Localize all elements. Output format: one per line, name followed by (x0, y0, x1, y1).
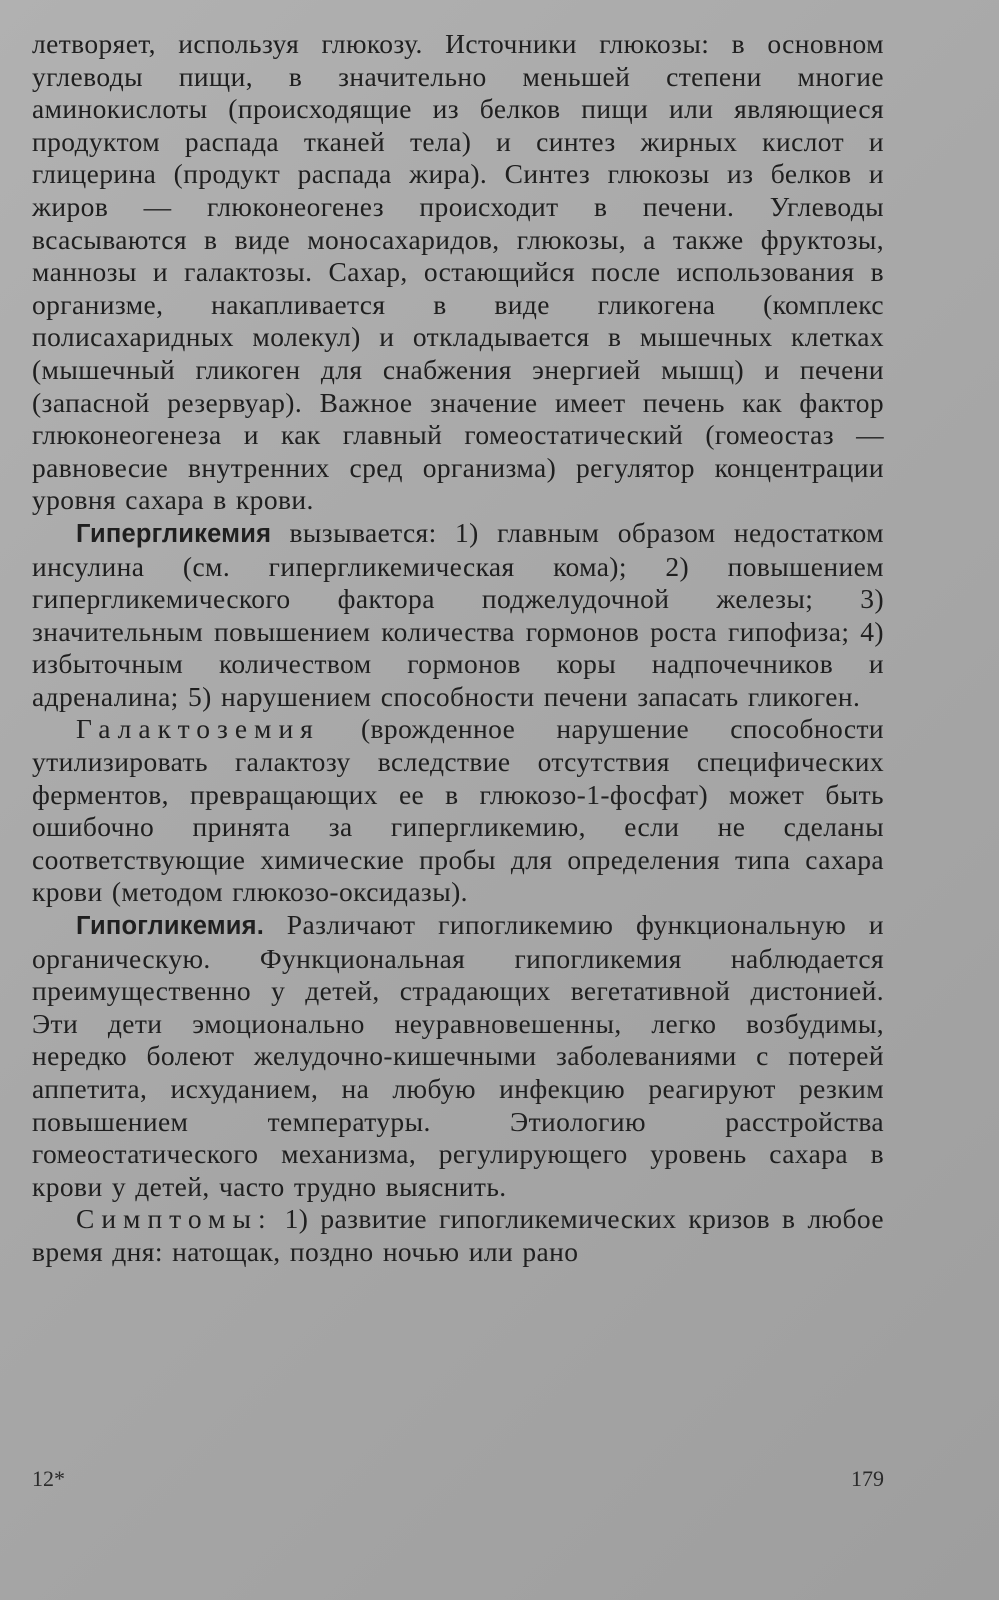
signature-mark: 12* (32, 1466, 65, 1491)
paragraph-galactosemia (32, 713, 884, 909)
term-hypoglycemia: Гипогликемия. (76, 912, 265, 941)
paragraph-text: вызывается: 1) главным образом недостатком инсулина (см. гипергликемическая кома); 2) повышением гипергликемического фактора поджелудочной железы; 3) значительным повышением количества гормонов роста гипофиза; 4) избыточным количеством гормонов коры надпочечников и адреналина; 5) нарушением способности печени запасать гликоген. (32, 516, 884, 712)
page-body (32, 28, 884, 1269)
term-hyperglycemia: Гипергликемия (76, 519, 272, 548)
paragraph-text: летворяет, используя глюкозу. Источники глюкозы: в основном углеводы пищи, в значительно меньшей степени многие аминокислоты (происходящие из белков пищи или являющиеся продуктом распада тканей тела) и синтез жирных кислот и глицерина (продукт распада жира). Синтез глюкозы из белков и жиров — глюконеогенез происходит в печени. Углеводы всасываются в виде моносахаридов, глюкозы, а также фруктозы, маннозы и галактозы. Сахар, остающийся после использования в организме, накапливается в виде гликогена (комплекс полисахаридных молекул) и откладывается в мышечных клетках (мышечный гликоген для снабжения энергией мышц) и печени (запасной резервуар). Важное значение имеет печень как фактор глюконеогенеза и как главный гомеостатический (гомеостаз — равновесие внутренних сред организма) регулятор концентрации уровня сахара в крови. (32, 28, 884, 516)
paragraph-hyperglycemia (32, 517, 884, 714)
paragraph-glucose-sources (32, 28, 884, 517)
term-symptoms: Симптомы: (76, 1203, 273, 1235)
paragraph-text: (врожденное нарушение способности утилизировать галактозу вследствие отсутствия специфических ферментов, превращающих ее в глюкозо-1-фосфат) может быть ошибочно принята за гипергликемию, если не сделаны соответствующие химические пробы для определения типа сахара крови (методом глюкозо-оксидазы). (32, 713, 884, 908)
paragraph-hypoglycemia (32, 909, 884, 1203)
page-footer (32, 1466, 884, 1496)
paragraph-symptoms (32, 1203, 884, 1268)
paragraph-text: 1) развитие гипогликемических кризов в любое время дня: натощак, поздно ночью или рано (32, 1203, 884, 1267)
paragraph-text: Различают гипогликемию функциональную и органическую. Функциональная гипогликемия наблюдается преимущественно у детей, страдающих вегетативной дистонией. Эти дети эмоционально неуравновешенны, легко возбудимы, нередко болеют желудочно-кишечными заболеваниями с потерей аппетита, исхуданием, на любую инфекцию реагируют резким повышением температуры. Этиологию расстройства гомеостатического механизма, регулирующего уровень сахара в крови у детей, часто трудно выяснить. (32, 909, 884, 1202)
page-number: 179 (851, 1466, 884, 1491)
term-galactosemia: Галактоземия (76, 713, 320, 745)
